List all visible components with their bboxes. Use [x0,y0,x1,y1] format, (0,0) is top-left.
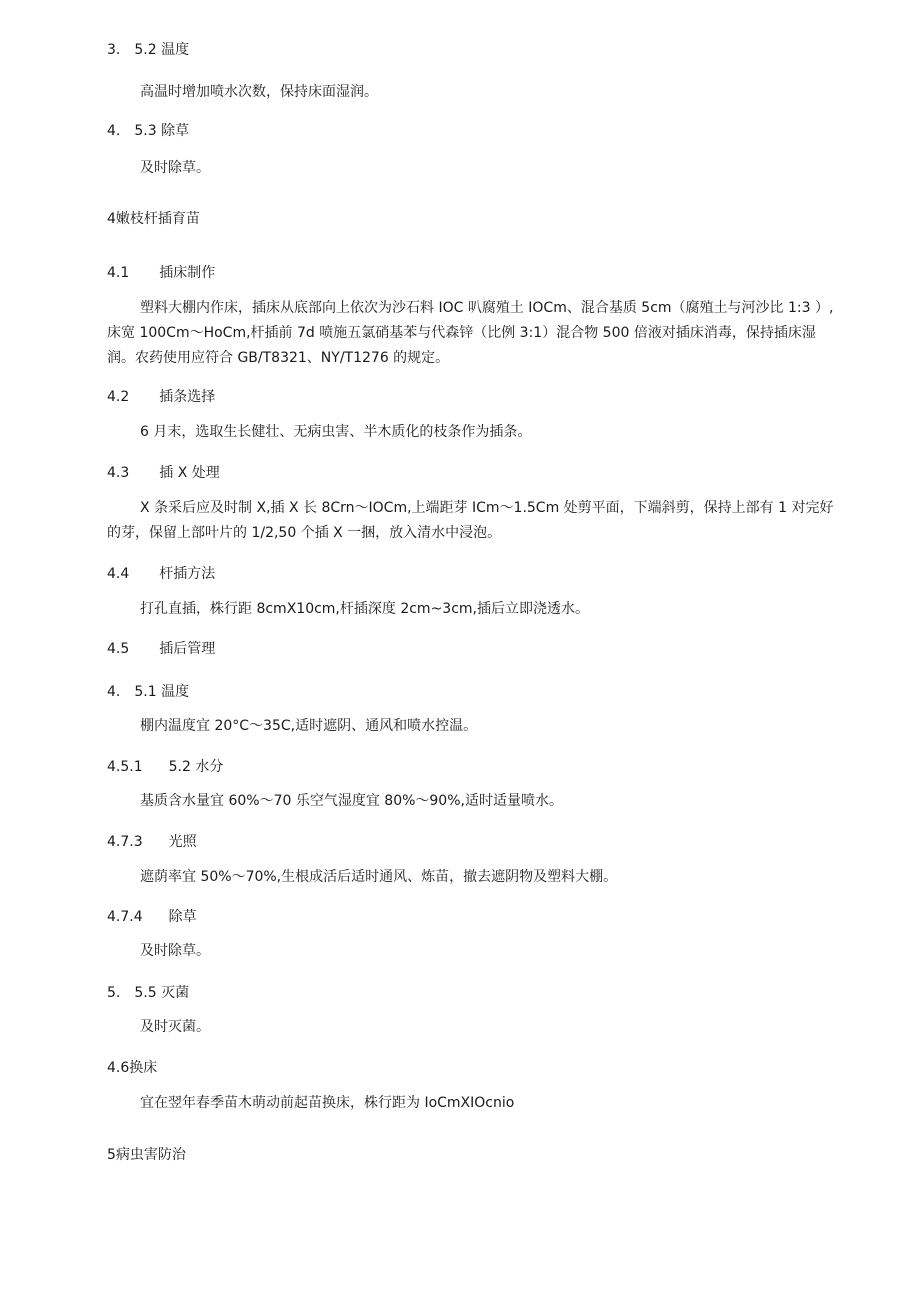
section-number: 4.6 [107,1060,130,1076]
section-number: 4. [107,684,121,700]
section-heading [107,984,189,1002]
section-title: 杆插方法 [159,566,216,582]
section-title: 插条选择 [159,389,216,405]
section-heading [107,640,215,658]
section-title: 病虫害防治 [115,1147,186,1163]
section-number: 3. [107,42,121,58]
section-number: 4.5.1 [107,759,143,775]
paragraph: 及时灭菌。 [140,1019,210,1035]
section-heading [107,388,215,406]
paragraph: 打孔直插，株行距 8cmX10cm,杆插深度 2cm~3cm,插后立即浇透水。 [140,601,589,617]
section-heading [107,758,223,776]
section-title: 5.3 除草 [134,123,190,139]
section-heading [107,1059,157,1077]
section-heading [107,264,215,282]
chapter-heading [107,210,200,228]
section-heading [107,41,189,59]
section-heading [107,464,220,482]
paragraph: 及时除草。 [140,160,210,176]
section-number: 4.2 [107,389,130,405]
section-title: 5.2 温度 [134,42,190,58]
paragraph: 6 月末，选取生长健壮、无病虫害、半木质化的枝条作为插条。 [140,424,532,440]
paragraph: 遮荫率宜 50%～70%,生根成活后适时通风、炼苗，撤去遮阴物及塑料大棚。 [140,869,618,885]
paragraph: X 条采后应及时制 X,插 X 长 8Crn～IOCm,上端距芽 ICm～1.5Cm 处剪平面，下端斜剪，保持上部有 1 对完好的芽，保留上部叶片的 1/2,50 个插 X 一捆，放入清水中浸泡。 [107,500,834,541]
paragraph: 棚内温度宜 20°C～35C,适时遮阴、通风和喷水控温。 [140,718,478,734]
section-title: 5.1 温度 [134,684,190,700]
section-number: 5 [107,1147,116,1163]
paragraph: 及时除草。 [140,943,210,959]
section-heading [107,683,189,701]
section-number: 4.7.3 [107,834,143,850]
section-title: 5.5 灭菌 [134,985,190,1001]
section-title: 插后管理 [159,641,216,657]
section-heading [107,908,197,926]
section-number: 4 [107,211,116,227]
section-number: 4. [107,123,121,139]
section-heading [107,833,197,851]
paragraph: 基质含水量宜 60%～70 乐空气湿度宜 80%～90%,适时适量喷水。 [140,793,563,809]
section-number: 4.7.4 [107,909,143,925]
section-title: 插 X 处理 [159,465,220,481]
paragraph: 宜在翌年春季苗木萌动前起苗换床，株行距为 IoCmXIOcnio [140,1095,515,1111]
paragraph: 高温时增加喷水次数，保持床面湿润。 [140,84,378,100]
section-heading [107,565,215,583]
section-title: 嫩枝杆插育苗 [115,211,200,227]
section-heading [107,122,189,140]
section-number: 5. [107,985,121,1001]
section-title: 换床 [129,1060,158,1076]
chapter-heading [107,1146,186,1164]
paragraph: 塑料大棚内作床，插床从底部向上依次为沙石料 IOC 叭腐殖土 IOCm、混合基质 5cm（腐殖土与河沙比 1:3 ）,床宽 100Cm～HoCm,杆插前 7d 喷施五氯硝基苯与代森锌（比例 3:1）混合物 500 倍液对插床消毒，保持插床湿润。农药使用应符合 GB/T8321、NY/T1276 的规定。 [107,300,834,366]
section-title: 除草 [168,909,197,925]
section-title: 5.2 水分 [168,759,224,775]
section-number: 4.4 [107,566,130,582]
section-title: 光照 [168,834,197,850]
section-number: 4.3 [107,465,130,481]
section-number: 4.5 [107,641,130,657]
section-number: 4.1 [107,265,130,281]
section-title: 插床制作 [159,265,216,281]
